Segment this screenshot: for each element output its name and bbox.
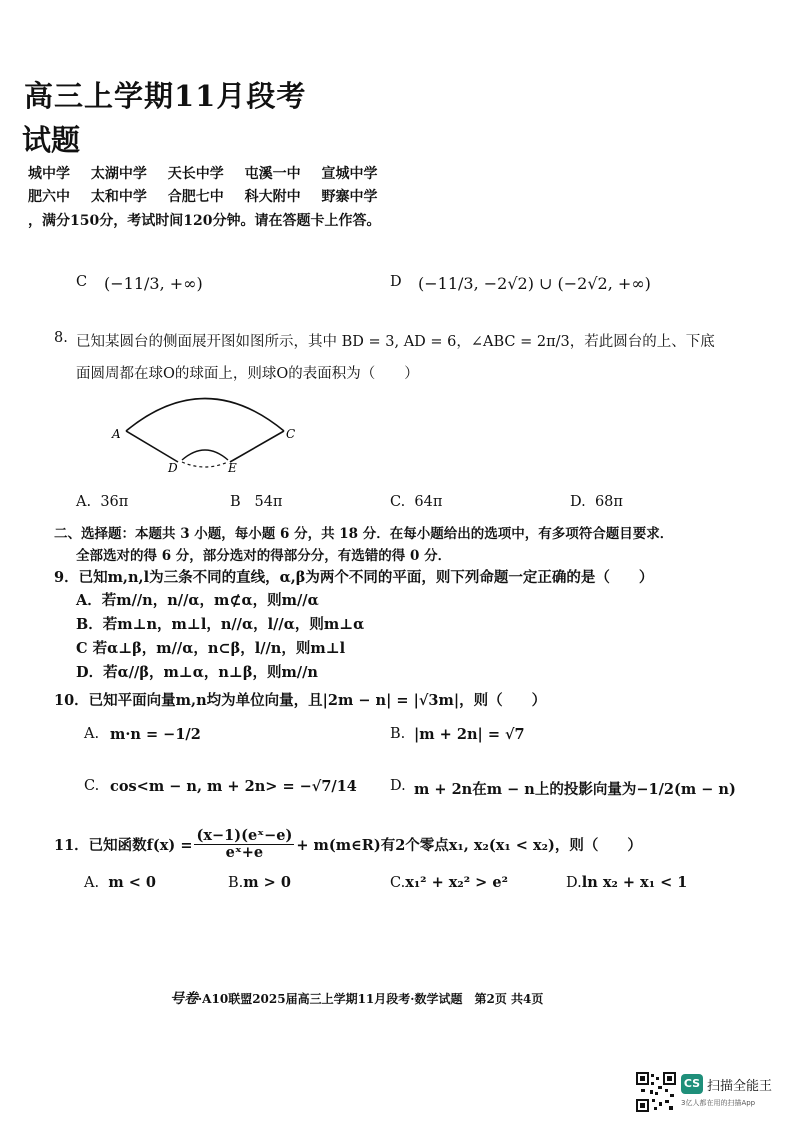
q9-stem: 9．已知m,n,l为三条不同的直线，α,β为两个不同的平面，则下列命题一定正确的是（ ） [54,569,654,586]
q11-numerator: (x−1)(eˣ−e) [196,827,293,844]
exam-note: ，满分150分，考试时间120分钟。请在答题卡上作答。 [28,213,381,229]
q7-option-d: (−11/3, −2√2) ∪ (−2√2, +∞) [418,274,651,293]
exam-title: 高三上学期11月段考 [24,79,307,113]
q11-option-c: C.x₁² + x₂² > e² [390,874,508,891]
inner-arc [182,450,228,460]
exam-subtitle: 试题 [22,123,81,157]
qr-code-icon [636,1072,676,1112]
q10-option-b-letter: B. [390,726,406,742]
q11-stem [54,828,642,861]
section-2-heading: 二、选择题：本题共 3 小题，每小题 6 分，共 18 分．在每小题给出的选项中，有多项符合题目要求． [54,526,674,542]
q7-option-c: (−11/3, +∞) [104,274,203,293]
q11-fraction [194,828,294,861]
q11-stem-prefix: 11．已知函数f(x) = [54,836,193,854]
school-name: 野寨中学 [321,189,378,205]
school-list-row-2 [28,186,394,206]
scanner-tagline: 3亿人都在用的扫描App [681,1099,756,1107]
frustum-lateral-surface-figure [110,386,300,476]
school-name: 合肥七中 [167,189,224,205]
segment-ad [126,431,178,462]
q9-option-a: A．若m//n，n//α，m⊄α，则m//α [76,592,319,609]
page-footer [170,988,543,1008]
q11-option-d: D.ln x₂ + x₁ < 1 [566,874,688,891]
q10-option-a-letter: A. [84,726,100,742]
school-name: 肥六中 [28,189,70,205]
q10-option-b: |m + 2n| = √7 [414,726,525,743]
school-name: 太和中学 [90,189,147,205]
school-name: 科大附中 [244,189,301,205]
q9-option-b: B．若m⊥n，m⊥l，n//α，l//α，则m⊥α [76,616,365,633]
school-name: 太湖中学 [90,166,147,182]
q9-option-c: C 若α⊥β，m//α，n⊂β，l//n，则m⊥l [76,640,346,657]
label-c: C [286,427,296,441]
label-a: A [112,427,121,441]
q8-option-a: A. 36π [76,494,129,510]
camscanner-badge-icon: CS [681,1074,703,1094]
label-d: D [168,461,178,475]
q10-option-c: cos<m − n, m + 2n> = −√7/14 [110,778,357,795]
q11-denominator: eˣ+e [225,843,264,861]
segment-ce [230,431,284,462]
q11-stem-suffix: + m(m∈R)有2个零点x₁, x₂(x₁ < x₂)，则（ ） [296,836,642,854]
q7-option-c-letter: C [76,274,88,290]
section-2-instructions: 全部选对的得 6 分，部分选对的得部分分，有选错的得 0 分． [76,548,452,564]
q7-option-d-letter: D [390,274,402,290]
q8-option-d: D. 68π [570,494,623,510]
q10-option-c-letter: C. [84,778,100,794]
label-e: E [228,461,237,475]
q8-option-c: C. 64π [390,494,443,510]
q9-option-d: D．若α//β，m⊥α，n⊥β，则m//n [76,664,318,681]
q11-option-a: A. m < 0 [84,874,156,891]
school-name: 屯溪一中 [244,166,301,182]
school-name: 宣城中学 [321,166,378,182]
scanner-app-name: 扫描全能王 [707,1079,773,1094]
q10-option-d-letter: D. [390,778,406,794]
q10-stem: 10．已知平面向量m,n均为单位向量，且|2m − n| = |√3m|，则（ ） [54,692,547,709]
q8-number: 8. [54,330,68,346]
q10-option-a: m·n = −1/2 [110,726,201,743]
school-name: 天长中学 [167,166,224,182]
school-name: 城中学 [28,166,70,182]
dashed-arc [182,462,228,467]
q8-stem-line-1: 已知某圆台的侧面展开图如图所示，其中 BD = 3, AD = 6，∠ABC = 2π/3，若此圆台的上、下底 [76,334,715,350]
q8-stem-line-2: 面圆周都在球O的球面上，则球O的表面积为（ ） [76,366,419,382]
school-list-row-1 [28,163,394,183]
footer-logo: 号卷 [170,991,198,1007]
footer-text: ·A10联盟2025届高三上学期11月段考·数学试题 第2页 共4页 [198,992,544,1006]
outer-arc [126,399,284,432]
q8-option-b: B 54π [230,494,283,510]
q10-option-d: m + 2n在m − n上的投影向量为−1/2(m − n) [414,781,736,798]
q11-option-b: B.m > 0 [228,874,291,891]
